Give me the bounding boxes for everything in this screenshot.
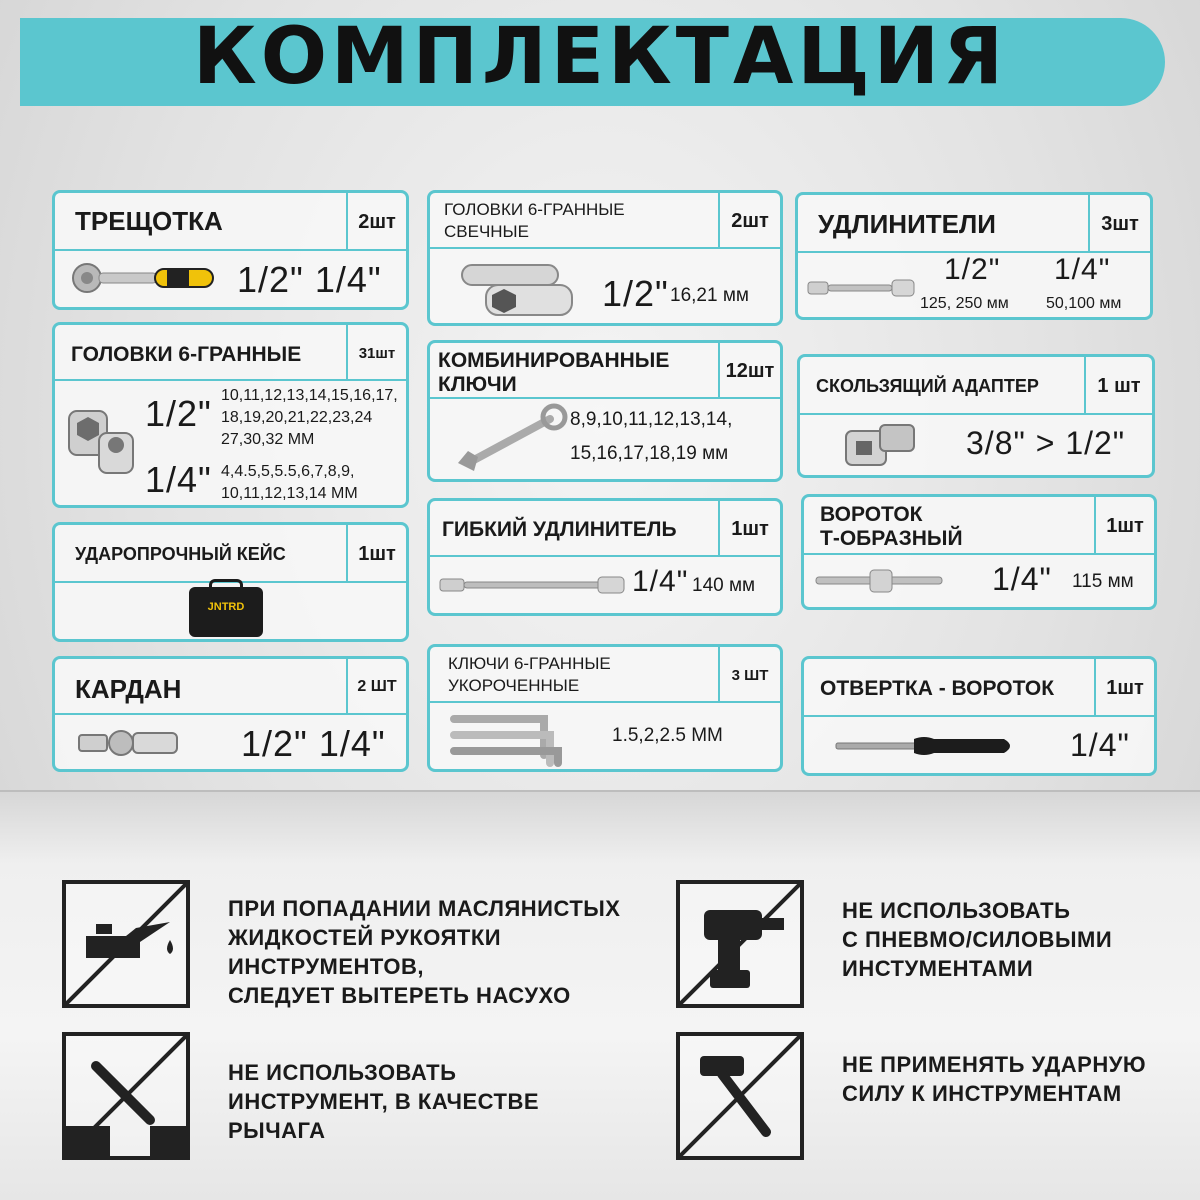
size-note: 50,100 мм: [1046, 295, 1122, 312]
size-value: 1/2" 1/4": [241, 723, 386, 764]
card-spark-sockets: [427, 190, 783, 326]
warning-line: СИЛУ К ИНСТРУМЕНТАМ: [842, 1081, 1122, 1106]
warning-lever-box: [62, 1032, 190, 1160]
size-note: 10,11,12,13,14 ММ: [221, 485, 358, 502]
socket-icon: [63, 403, 143, 481]
card-title: СКОЛЬЗЯЩИЙ АДАПТЕР: [816, 376, 1039, 396]
warning-line: ИНСТРУМЕНТ, В КАЧЕСТВЕ: [228, 1089, 540, 1114]
qty-label: 2 ШТ: [346, 659, 406, 715]
warning-line: ПРИ ПОПАДАНИИ МАСЛЯНИСТЫХ: [228, 896, 621, 921]
warning-impact-box: [676, 1032, 804, 1160]
screwdriver-icon: [834, 733, 1018, 759]
card-cardan: [52, 656, 409, 772]
card-title-line: ВОРОТОК: [820, 503, 923, 526]
size-value: 1/4": [992, 561, 1052, 597]
card-title: УДАРОПРОЧНЫЙ КЕЙС: [75, 544, 286, 564]
card-extensions: [795, 192, 1153, 320]
case-icon: [189, 587, 263, 637]
size-value: 1/2": [944, 253, 1001, 286]
card-title: [444, 199, 625, 243]
size-note: 8,9,10,11,12,13,14,: [570, 409, 733, 430]
size-note: 1.5,2,2.5 ММ: [612, 725, 723, 746]
size-value: 1/2" 1/4": [237, 259, 382, 300]
size-note: 27,30,32 ММ: [221, 431, 315, 448]
size-note: 140 мм: [692, 575, 756, 596]
card-title: ТРЕЩОТКА: [75, 206, 223, 236]
ratchet-icon: [69, 261, 219, 295]
card-ratchet: [52, 190, 409, 310]
floor-line: [0, 790, 1200, 792]
oil-can-icon: [66, 884, 186, 1004]
size-value: 1/2": [145, 393, 212, 434]
warning-line: НЕ ИСПОЛЬЗОВАТЬ: [228, 1060, 457, 1085]
card-hex-keys: [427, 644, 783, 772]
card-title: КАРДАН: [75, 674, 182, 704]
spark-socket-icon: [456, 259, 576, 321]
warning-power-box: [676, 880, 804, 1008]
warning-power-text: [842, 896, 1112, 983]
card-title: [438, 349, 669, 397]
page-title: КОМПЛЕКТАЦИЯ: [192, 12, 1008, 102]
warning-line: ИНСТРУМЕНТОВ,: [228, 954, 424, 979]
size-note: 115 мм: [1072, 571, 1134, 592]
card-title: ОТВЕРТКА - ВОРОТОК: [820, 677, 1055, 700]
qty-label: 2шт: [718, 193, 780, 249]
wrench-icon: [450, 403, 570, 479]
flex-extension-icon: [438, 573, 628, 597]
card-sliding-adapter: [797, 354, 1155, 478]
extension-bar-icon: [806, 277, 918, 299]
card-screwdriver-handle: [801, 656, 1157, 776]
card-case: [52, 522, 409, 642]
size-value: 1/4": [1070, 727, 1130, 763]
power-drill-icon: [680, 884, 800, 1004]
size-note: 10,11,12,13,14,15,16,17,: [221, 387, 398, 404]
card-title-line: КЛЮЧИ 6-ГРАННЫЕ: [448, 654, 611, 673]
qty-label: 2шт: [346, 193, 406, 251]
size-note: 125, 250 мм: [920, 295, 1009, 312]
hex-key-icon: [450, 711, 570, 767]
qty-label: 12шт: [718, 343, 780, 399]
warning-lever-text: [228, 1058, 539, 1145]
card-title-line: КОМБИНИРОВАННЫЕ: [438, 349, 670, 372]
warning-line: РЫЧАГА: [228, 1118, 326, 1143]
qty-label: 3шт: [1088, 195, 1150, 253]
qty-label: 31шт: [346, 325, 406, 381]
size-note: 16,21 мм: [670, 285, 749, 306]
warning-line: НЕ ПРИМЕНЯТЬ УДАРНУЮ: [842, 1052, 1147, 1077]
card-title-line: ГОЛОВКИ 6-ГРАННЫЕ: [444, 200, 625, 219]
warning-line: НЕ ИСПОЛЬЗОВАТЬ: [842, 898, 1071, 923]
qty-label: 3 ШТ: [718, 647, 780, 703]
warning-oil-text: [228, 894, 620, 1010]
card-title: [448, 653, 611, 697]
card-title-line: КЛЮЧИ: [438, 373, 517, 396]
card-title: ГИБКИЙ УДЛИНИТЕЛЬ: [442, 518, 677, 541]
card-t-bar: [801, 494, 1157, 610]
size-value: 3/8" > 1/2": [966, 425, 1126, 461]
size-note: 4,4.5,5,5.5,6,7,8,9,: [221, 463, 355, 480]
warning-line: ИНСТУМЕНТАМИ: [842, 956, 1034, 981]
universal-joint-icon: [77, 725, 181, 759]
warning-oil-box: [62, 880, 190, 1008]
case-brand: JNTRD: [207, 601, 245, 613]
card-title-line: УКОРОЧЕННЫЕ: [448, 676, 580, 695]
warning-line: СЛЕДУЕТ ВЫТЕРЕТЬ НАСУХО: [228, 983, 571, 1008]
qty-label: 1шт: [1094, 659, 1154, 717]
size-value: 1/4": [145, 459, 212, 500]
size-note: 15,16,17,18,19 мм: [570, 443, 729, 464]
warning-line: С ПНЕВМО/СИЛОВЫМИ: [842, 927, 1113, 952]
lever-misuse-icon: [66, 1036, 186, 1156]
qty-label: 1шт: [1094, 497, 1154, 555]
qty-label: 1шт: [346, 525, 406, 583]
warning-line: ЖИДКОСТЕЙ РУКОЯТКИ: [228, 925, 502, 950]
card-title: [820, 503, 963, 551]
warning-impact-text: [842, 1050, 1146, 1108]
card-title-line: СВЕЧНЫЕ: [444, 222, 529, 241]
card-title-line: Т-ОБРАЗНЫЙ: [820, 527, 963, 550]
t-bar-icon: [814, 567, 944, 595]
card-flex-extension: [427, 498, 783, 616]
size-value: 1/2": [602, 273, 669, 314]
card-sockets: [52, 322, 409, 508]
size-value: 1/4": [632, 565, 689, 598]
card-title: УДЛИНИТЕЛИ: [818, 209, 996, 239]
adapter-icon: [840, 421, 920, 473]
hammer-icon: [680, 1036, 800, 1156]
qty-label: 1шт: [718, 501, 780, 557]
card-combination-wrenches: [427, 340, 783, 482]
size-value: 1/4": [1054, 253, 1111, 286]
size-note: 18,19,20,21,22,23,24: [221, 409, 373, 426]
card-title: ГОЛОВКИ 6-ГРАННЫЕ: [71, 343, 302, 366]
qty-label: 1 шт: [1084, 357, 1152, 415]
